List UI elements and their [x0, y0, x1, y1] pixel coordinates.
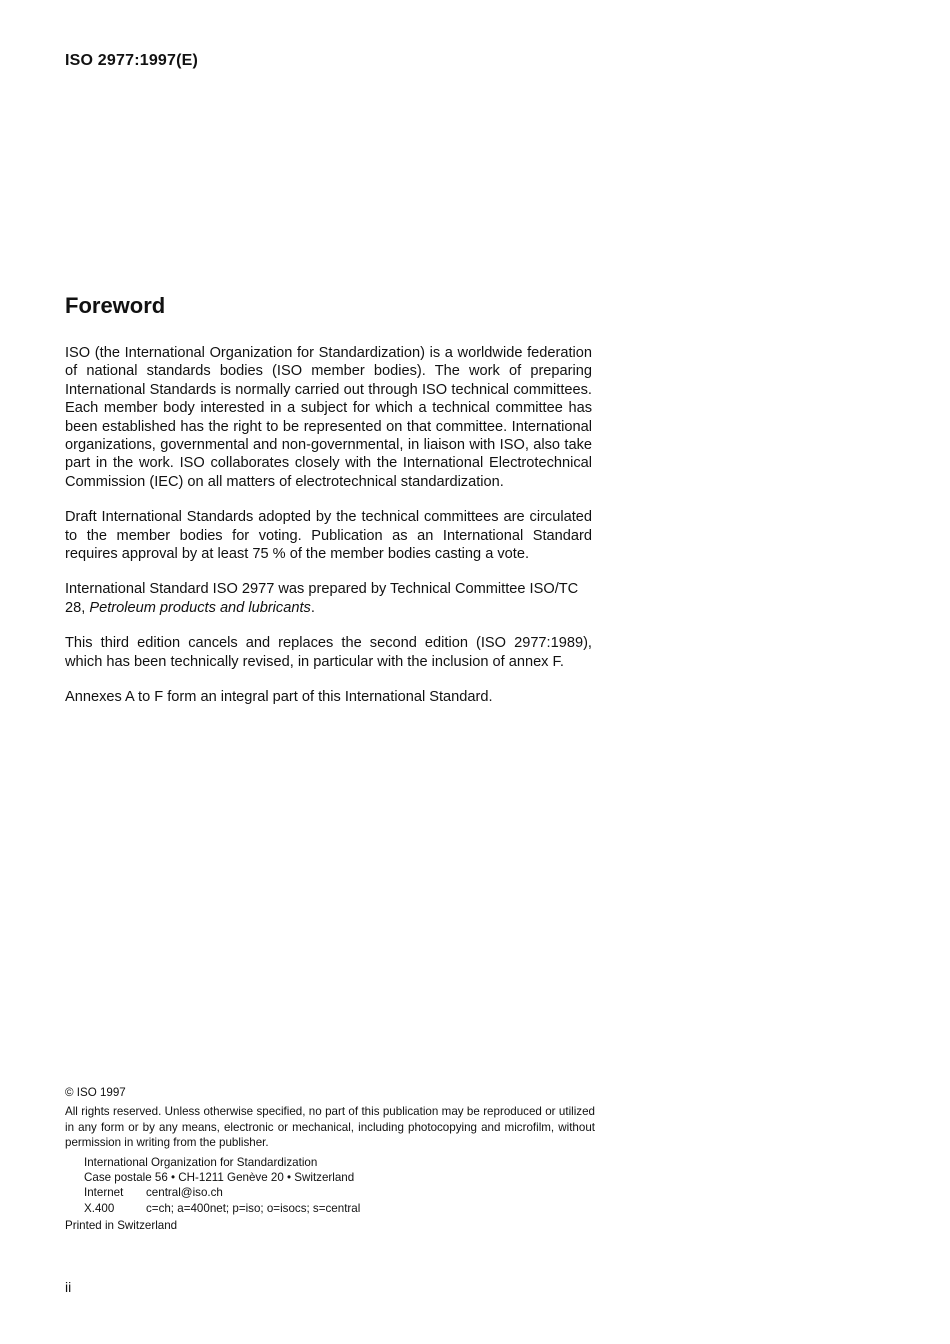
x400-value: c=ch; a=400net; p=iso; o=isocs; s=central — [146, 1201, 361, 1215]
x400-label: X.400 — [84, 1201, 115, 1215]
foreword-body — [65, 344, 592, 724]
x400-row — [84, 1201, 595, 1216]
foreword-paragraph-3 — [65, 580, 592, 617]
foreword-title: Foreword — [65, 293, 166, 318]
foreword-paragraph-3-text: International Standard ISO 2977 was prepared by Technical Committee ISO/TC 28, — [65, 581, 579, 616]
foreword-paragraph-5: Annexes A to F form an integral part of this International Standard. — [65, 689, 493, 706]
rights-statement: All rights reserved. Unless otherwise specified, no part of this publication may be reproduced or utilized in any form or by any means, electronic or mechanical, including photocopying and microfilm, without permission in writing from the publisher. — [65, 1105, 595, 1150]
document-id: ISO 2977:1997(E) — [65, 52, 199, 69]
postal-address: Case postale 56 • CH-1211 Genève 20 • Switzerland — [84, 1171, 355, 1185]
committee-name: Petroleum products and lubricants — [89, 599, 311, 616]
page-number: ii — [65, 1279, 72, 1295]
internet-row — [84, 1185, 595, 1200]
publisher-org: International Organization for Standardization — [84, 1155, 318, 1169]
internet-label: Internet — [84, 1186, 124, 1200]
publisher-address — [65, 1155, 595, 1217]
foreword-paragraph-4: This third edition cancels and replaces the second edition (ISO 2977:1989), which has been technically revised, in particular with the inclusion of annex F. — [65, 635, 592, 670]
copyright-line: © ISO 1997 — [65, 1086, 126, 1099]
foreword-paragraph-1: ISO (the International Organization for Standardization) is a worldwide federation of national standards bodies (ISO member bodies). The work of preparing International Standards is normally carried out through ISO technical committees. Each member body interested in a subject for which a technical committee has been established has the right to be represented on that committee. International organizations, governmental and non-governmental, in liaison with ISO, also take part in the work. ISO collaborates closely with the International Electrotechnical Commission (IEC) on all matters of electrotechnical standardization. — [65, 345, 592, 490]
foreword-paragraph-2: Draft International Standards adopted by the technical committees are circulated to the member bodies for voting. Publication as an International Standard requires approval by at least 75 % of the member bodies casting a vote. — [65, 509, 592, 563]
copyright-block — [65, 1085, 595, 1234]
internet-value: central@iso.ch — [146, 1186, 223, 1200]
foreword-paragraph-3-end: . — [310, 599, 315, 616]
printed-in: Printed in Switzerland — [65, 1219, 178, 1233]
